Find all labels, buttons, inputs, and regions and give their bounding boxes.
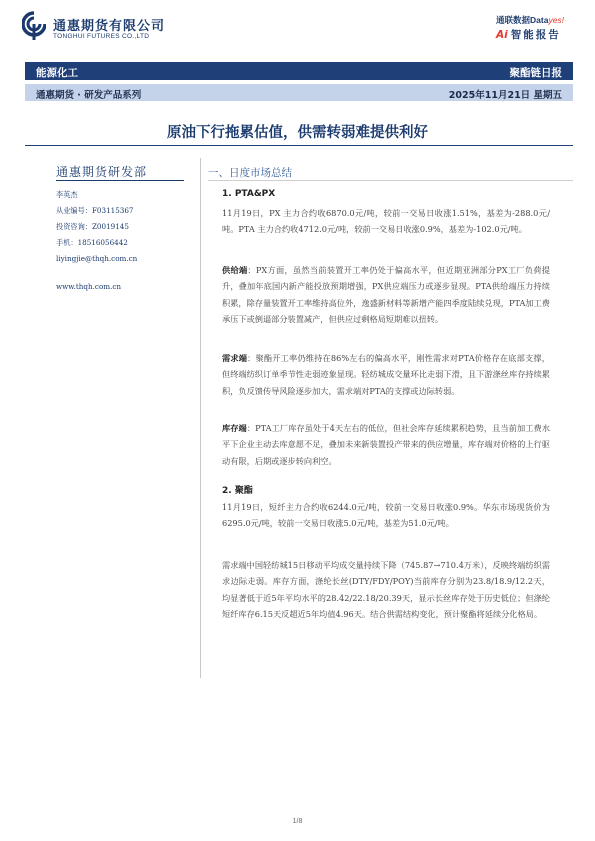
license-number: 从业编号：F03115367 bbox=[56, 206, 134, 215]
phone-number: 手机：18516056442 bbox=[56, 238, 128, 247]
category-bar bbox=[25, 62, 573, 80]
page-number: 1/8 bbox=[292, 818, 303, 825]
polyester-price-paragraph: 11月19日，短纤主力合约收6244.0元/吨，较前一交易日收涨0.9%。华东市场现货价为6295.0元/吨，较前一交易日收涨5.0元/吨，基差为51.0元/吨。 bbox=[222, 502, 550, 529]
report-date: 2025年11月21日 星期五 bbox=[448, 90, 562, 101]
category-label: 能源化工 bbox=[36, 67, 78, 79]
report-title: 原油下行拖累估值，供需转弱难提供利好 bbox=[167, 125, 428, 141]
ai-report-label: Ai 智能报告 bbox=[496, 29, 561, 41]
subsection-pta-px: 1. PTA&PX bbox=[222, 189, 276, 199]
subsection-polyester: 2. 聚酯 bbox=[222, 486, 253, 496]
section-title: 一、日度市场总结 bbox=[208, 167, 292, 179]
research-dept-title: 通惠期货研发部 bbox=[56, 165, 148, 179]
advisory-number: 投资咨询：Z0019145 bbox=[56, 222, 129, 231]
sidebar-divider bbox=[56, 180, 184, 181]
column-separator bbox=[200, 158, 201, 678]
pta-price-paragraph: 11月19日，PX 主力合约收6870.0元/吨，较前一交易日收涨1.51%，基差为-288.0元/吨。PTA 主力合约收4712.0元/吨，较前一交易日收涨0.9%，基差为-102.0元/吨。 bbox=[222, 208, 550, 235]
company-name-cn: 通惠期货有限公司 bbox=[53, 19, 166, 34]
supply-paragraph: 供给端：PX方面，虽然当前装置开工率仍处于偏高水平，但近期亚洲部分PX工厂负荷提升，叠加年底国内新产能投放预期增强，PX供应端压力或逐步显现。PTA供给端压力持续积累，除存量装置开工率维持高位外，逸盛新材料等新增产能四季度陆续兑现，PTA加工费承压下或倒逼部分装置减产，但供应过剩格局短期难以扭转。 bbox=[222, 265, 550, 324]
polyester-demand-paragraph: 需求端中国轻纺城15日移动平均成交量持续下降（745.87→710.4万米），反映终端纺织需求边际走弱。库存方面，涤纶长丝(DTY/FDY/POY)当前库存分别为23.8/18.9/12.2天，均显著低于近5年平均水平的28.42/22.18/20.39天，显示长丝库存处于历史低位；但涤纶短纤库存6.15天反超近5年均值4.96天。结合供需结构变化，预计聚酯将延续分化格局。 bbox=[222, 560, 550, 619]
company-logo-icon bbox=[22, 11, 46, 41]
analyst-name: 李英杰 bbox=[56, 190, 78, 199]
email-link[interactable]: liyingjie@thqh.com.cn bbox=[56, 254, 138, 263]
inventory-paragraph: 库存端：PTA工厂库存虽处于4天左右的低位，但社会库存延续累积趋势，且当前加工费水平下企业主动去库意愿不足，叠加未来新装置投产带来的供应增量，库存端对价格的上行驱动有限，后期或逐步转向利空。 bbox=[222, 423, 550, 466]
demand-paragraph: 需求端：聚酯开工率仍维持在86%左右的偏高水平，刚性需求对PTA价格存在底部支撑，但终端纺织订单季节性走弱迹象显现。轻纺城成交量环比走弱下滑，且下游涤丝库存持续累积，负反馈传导风险逐步加大，需求端对PTA的支撑或边际转弱。 bbox=[222, 353, 550, 396]
dataeye-brand: 通联数据Datayes! bbox=[496, 15, 565, 25]
section-divider bbox=[208, 180, 573, 181]
company-name-en: TONGHUI FUTURES CO.,LTD bbox=[53, 33, 150, 40]
title-divider bbox=[25, 145, 573, 146]
series-label: 通惠期货 · 研发产品系列 bbox=[36, 90, 142, 101]
website-link[interactable]: www.thqh.com.cn bbox=[56, 282, 122, 291]
report-type-label: 聚酯链日报 bbox=[509, 67, 562, 79]
